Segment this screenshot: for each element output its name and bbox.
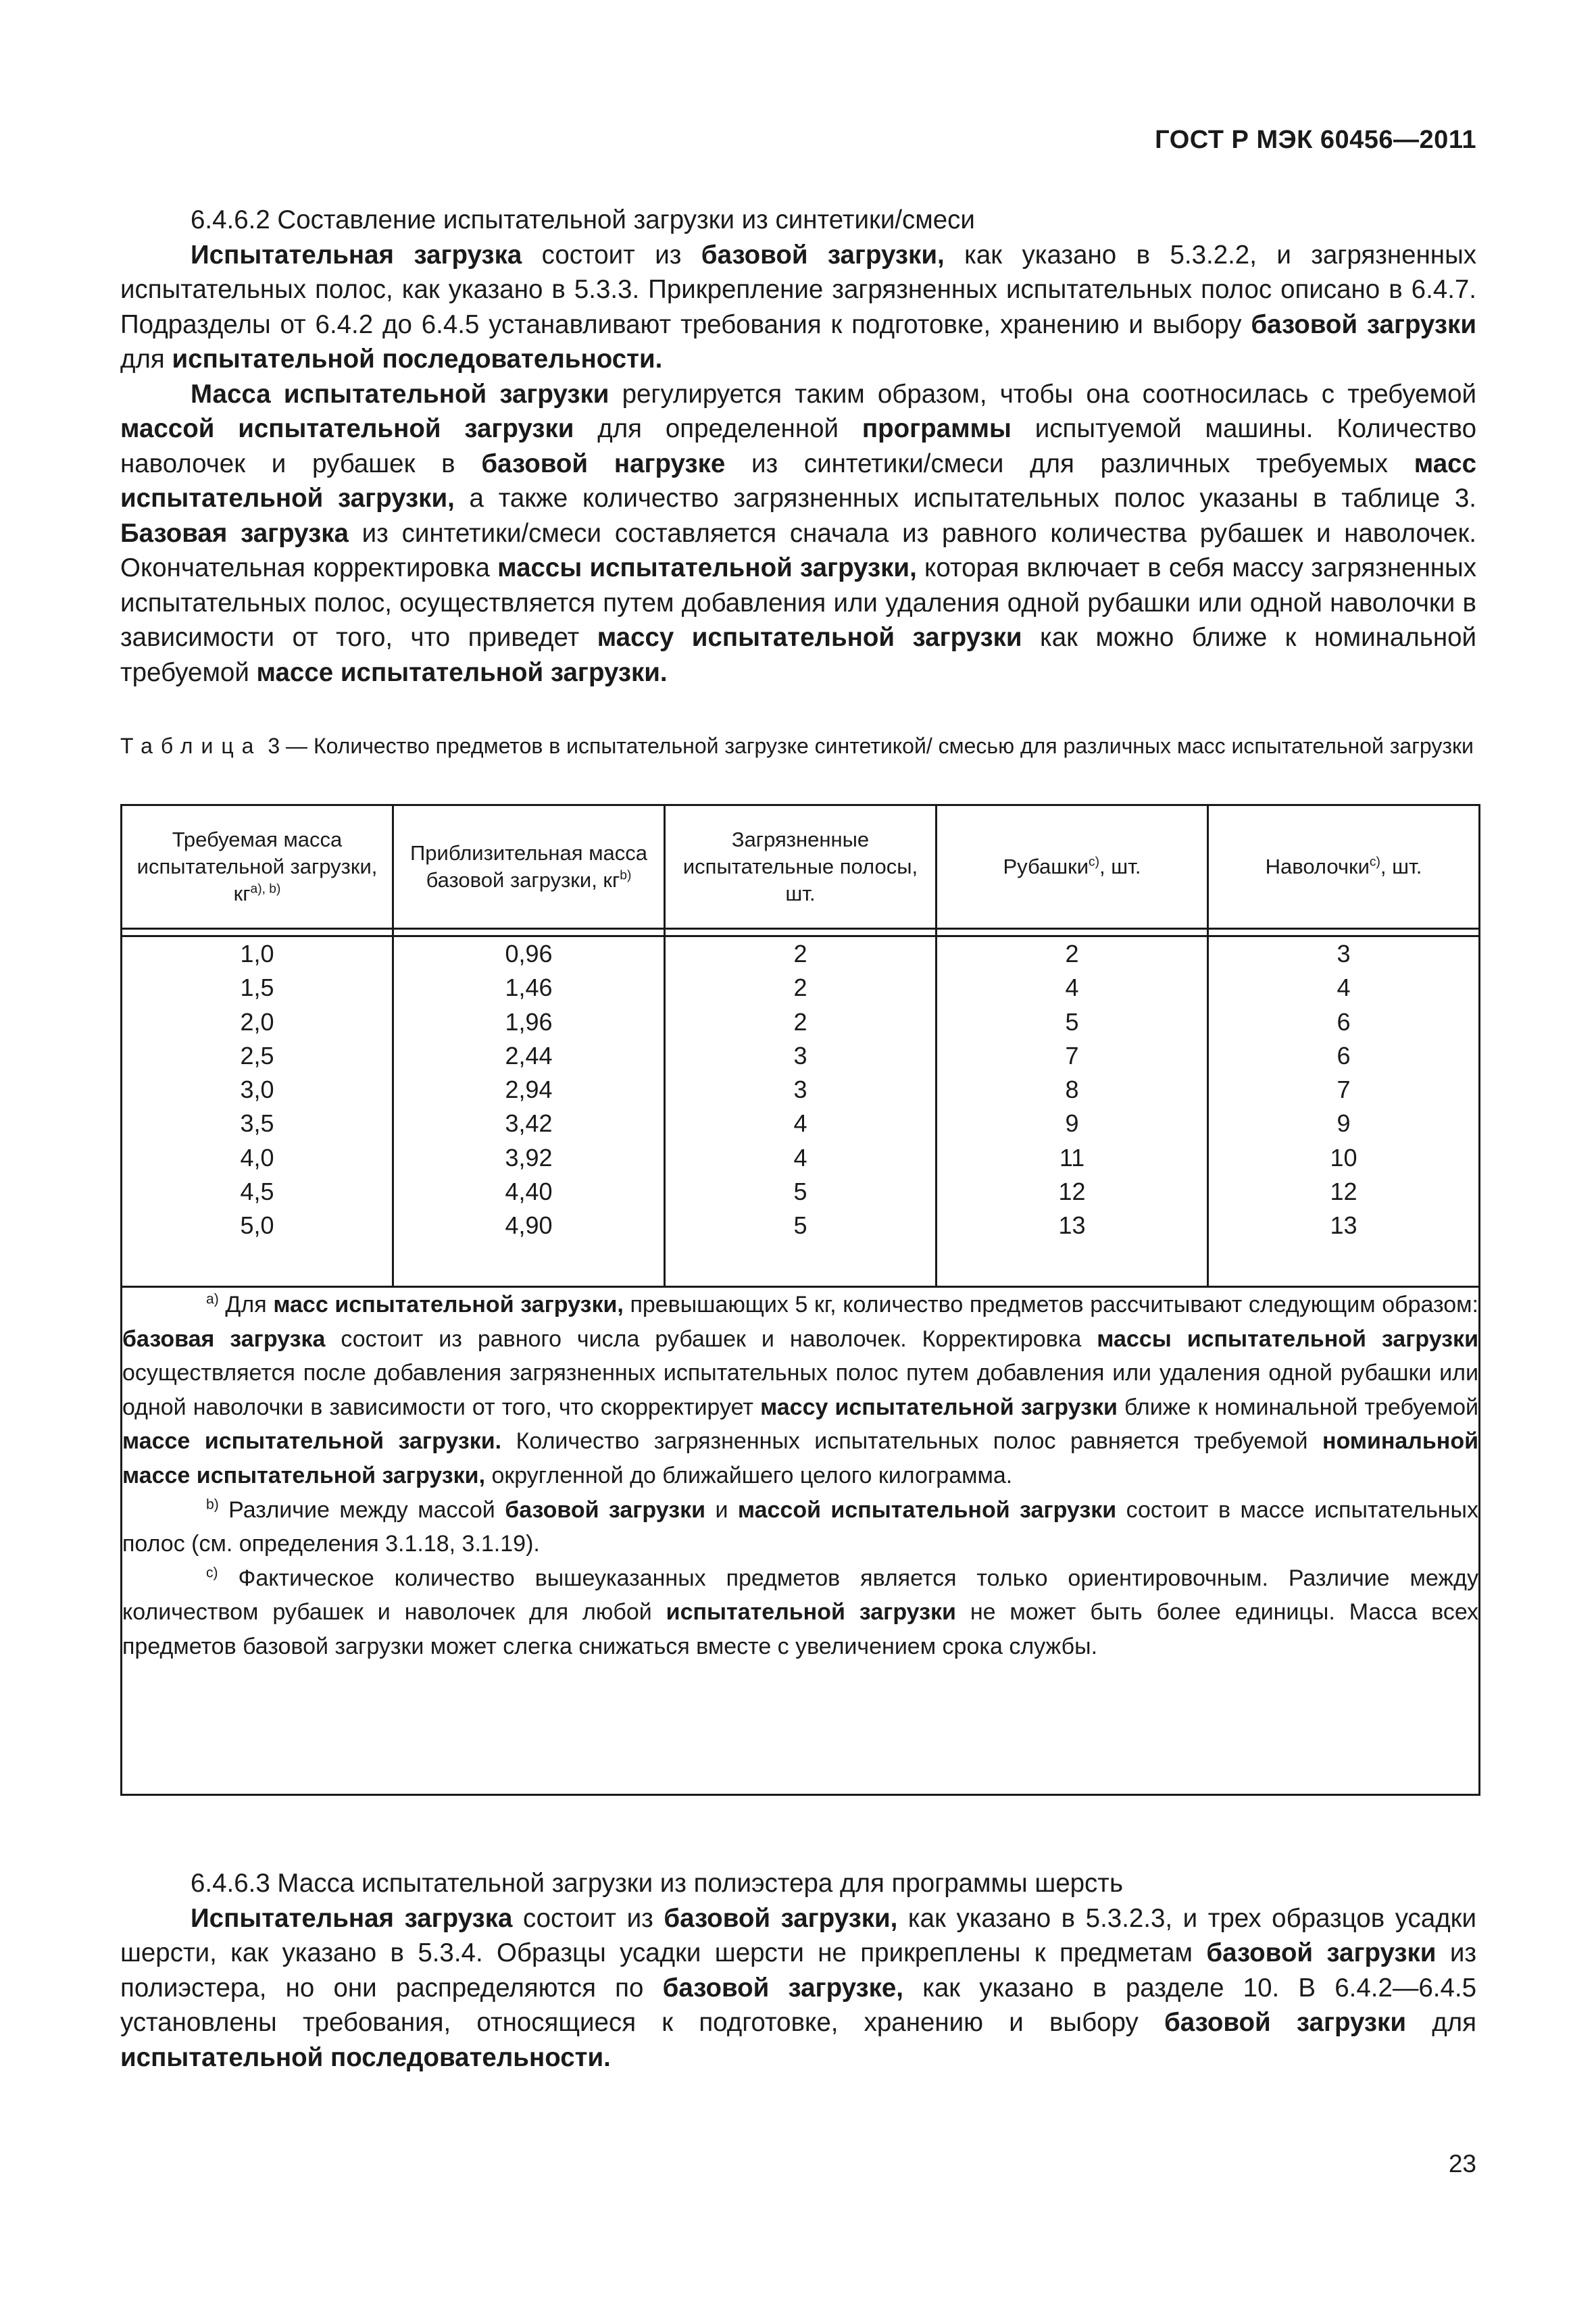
column-header-label: Рубашки: [1003, 855, 1089, 878]
text-run: для определенной: [574, 414, 862, 443]
table-cell: 2,5: [240, 1041, 274, 1070]
header-double-rule: [122, 929, 1480, 936]
table-cell: 4,0: [240, 1143, 274, 1172]
table-cell: 4: [1065, 974, 1079, 1002]
bold-term: базовой загрузки: [1164, 2008, 1406, 2037]
bold-term: масс испытательной загрузки,: [120, 449, 1476, 513]
table-body-row: [122, 936, 1480, 1287]
text-run: состоит из равного числа рубашек и наволочек. Корректировка: [325, 1326, 1097, 1352]
text-run: испытуемой машины. Количество наволочек и рубашек в: [120, 414, 1476, 478]
table-cell: 3: [1337, 940, 1351, 967]
table-cell: 1,0: [240, 940, 274, 967]
table-cell: 1,96: [505, 1007, 553, 1036]
text-run: из синтетики/смеси составляется сначала из равного количества рубашек и наволочек. Окончательная корректировка: [120, 518, 1476, 582]
column-values: [122, 936, 393, 1287]
bold-term: массе испытательной загрузки.: [256, 657, 668, 687]
table-cell: 5,0: [240, 1211, 274, 1240]
section-6-4-6-2: [120, 203, 1476, 690]
table-3: [120, 804, 1480, 1796]
table-cell: 9: [1337, 1109, 1351, 1138]
table-cell: 2: [793, 940, 807, 967]
table-cell: 3,5: [240, 1109, 274, 1138]
table-cell: 1,46: [505, 974, 553, 1002]
table-cell: 3: [793, 1076, 807, 1104]
bold-term: массу испытательной загрузки: [760, 1394, 1118, 1420]
footnote-ref: c): [1369, 855, 1380, 870]
table-cell: 5: [793, 1211, 807, 1240]
text-run: состоит в массе испытательных полос (см. определения 3.1.18, 3.1.19).: [122, 1496, 1478, 1557]
column-header: [1208, 805, 1480, 929]
table-cell: 7: [1065, 1041, 1079, 1070]
column-values: [393, 936, 665, 1287]
bold-term: испытательной последовательности.: [120, 2042, 611, 2072]
table-cell: 9: [1065, 1109, 1079, 1138]
table-notes-row: [122, 1287, 1480, 1795]
table-cell: 4,5: [240, 1178, 274, 1206]
table-header-row: [122, 805, 1480, 929]
bold-term: базовой загрузки,: [701, 240, 945, 270]
bold-term: Испытательная загрузка: [191, 240, 522, 270]
table-cell: 4: [1337, 974, 1351, 1002]
bold-term: базовая загрузка: [122, 1326, 326, 1352]
section-6-4-6-3: [120, 1866, 1476, 2075]
table-cell: 4: [793, 1143, 807, 1172]
table-cell: 2: [793, 974, 807, 1002]
bold-term: базовой загрузки: [1206, 1938, 1437, 1967]
table-cell: 12: [1330, 1178, 1357, 1206]
table-caption-text: 3 — Количество предметов в испытательной загрузке синтетикой/ смесью для различных масс испытательной загрузки: [261, 734, 1474, 758]
text-run: как указано в 5.3.2.3, и трех образцов усадки шерсти, как указано в 5.3.4. Образцы усадки шерсти не прикреплены к предметам: [120, 1903, 1477, 1967]
table-cell: 6: [1337, 1007, 1351, 1036]
text-run: состоит из: [522, 240, 701, 270]
text-run: Для: [218, 1292, 274, 1317]
table-cell: 10: [1330, 1143, 1357, 1172]
bold-term: массы испытательной загрузки,: [497, 553, 917, 582]
table-cell: 3,92: [505, 1143, 553, 1172]
column-header-label: Наволочки: [1265, 855, 1370, 878]
page-number: 23: [1448, 2150, 1476, 2178]
text-run: не может быть более единицы. Масса всех предметов базовой загрузки может слегка снижаться вместе с увеличением срока службы.: [122, 1599, 1478, 1659]
bold-term: Масса испытательной загрузки: [191, 379, 609, 409]
section-heading: 6.4.6.3 Масса испытательной загрузки из полиэстера для программы шерсть: [191, 1869, 1124, 1898]
table-cell: 11: [1059, 1143, 1085, 1172]
text-run: регулируется таким образом, чтобы она соотносилась с требуемой: [609, 379, 1476, 409]
column-header: [937, 805, 1208, 929]
footnote-ref: b): [620, 868, 632, 883]
table-cell: 4,40: [505, 1178, 553, 1206]
table-cell: 6: [1337, 1041, 1351, 1070]
table-cell: 4: [793, 1109, 807, 1138]
text-run: превышающих 5 кг, количество предметов рассчитывают следующим образом:: [623, 1292, 1478, 1317]
document-header: ГОСТ Р МЭК 60456—2011: [1155, 126, 1476, 154]
table-cell: 1,5: [240, 974, 274, 1002]
table-cell: 3: [793, 1041, 807, 1070]
table-cell: 5: [1065, 1007, 1079, 1036]
table-cell: 2,44: [505, 1041, 553, 1070]
table-cell: 2: [793, 1007, 807, 1036]
table-cell: 2,94: [505, 1076, 553, 1104]
table-cell: 13: [1330, 1211, 1357, 1240]
table-cell: 2,0: [240, 1007, 274, 1036]
column-header-label: Приблизительная масса базовой загрузки, кг: [410, 841, 647, 892]
text-run: как можно ближе к номинальной требуемой: [120, 623, 1476, 687]
footnote-marker: а): [206, 1291, 219, 1307]
footnote-marker: b): [206, 1496, 219, 1513]
bold-term: номинальной массе испытательной загрузки,: [122, 1428, 1478, 1488]
table-cell: 13: [1058, 1211, 1086, 1240]
bold-term: испытательной последовательности.: [172, 345, 663, 374]
table-cell: 7: [1337, 1076, 1351, 1104]
footnote-marker: c): [206, 1565, 218, 1581]
table-cell: 3,0: [240, 1076, 274, 1104]
footnote-ref: а), b): [250, 882, 281, 897]
bold-term: Базовая загрузка: [120, 518, 349, 548]
text-run: Количество загрязненных испытательных полос равняется требуемой: [501, 1428, 1322, 1455]
column-values: [665, 936, 937, 1287]
footnote: [122, 1493, 1478, 1561]
paragraph: [120, 377, 1476, 690]
column-header-label: Требуемая масса испытательной загрузки, кг: [136, 828, 378, 905]
bold-term: базовой загрузки,: [664, 1903, 898, 1933]
table-footnotes: [122, 1287, 1480, 1795]
bold-term: массой испытательной загрузки: [120, 414, 574, 443]
column-header: [393, 805, 665, 929]
table-caption-label: Таблица: [120, 734, 262, 758]
table-cell: 8: [1065, 1076, 1079, 1104]
text-run: и: [705, 1496, 738, 1523]
text-run: ближе к номинальной требуемой: [1117, 1394, 1478, 1420]
text-run: осуществляется после добавления загрязненных испытательных полос путем добавления или удаления одной рубашки или одной наволочки в зависимости от того, что скорректирует: [122, 1360, 1478, 1420]
text-run: округленной до ближайшего целого килограмма.: [485, 1462, 1013, 1488]
bold-term: массу испытательной загрузки: [597, 623, 1022, 652]
bold-term: базовой загрузки: [505, 1496, 706, 1523]
bold-term: массе испытательной загрузки.: [122, 1428, 502, 1455]
unit-suffix: , шт.: [1099, 855, 1141, 878]
text-run: из синтетики/смеси для различных требуемых: [725, 449, 1414, 478]
paragraph: [120, 1901, 1476, 2076]
text-run: состоит из: [512, 1903, 664, 1933]
bold-term: масс испытательной загрузки,: [273, 1292, 624, 1317]
column-values: [937, 936, 1208, 1287]
table-cell: 12: [1058, 1178, 1086, 1206]
table-cell: 4,90: [505, 1211, 553, 1240]
bold-term: базовой загрузке,: [662, 1973, 904, 2003]
bold-term: Испытательная загрузка: [191, 1903, 513, 1933]
text-run: Различие между массой: [218, 1496, 505, 1523]
text-run: из полиэстера, но они распределяются по: [120, 1938, 1476, 2003]
table-cell: 0,96: [505, 940, 553, 967]
bold-term: базовой нагрузке: [481, 449, 726, 478]
paragraph: [120, 238, 1476, 377]
footnote: [122, 1288, 1478, 1493]
text-run: для: [120, 345, 172, 374]
bold-term: программы: [862, 414, 1012, 443]
bold-term: массы испытательной загрузки: [1097, 1326, 1478, 1352]
table-cell: 5: [793, 1178, 807, 1206]
column-values: [1208, 936, 1480, 1287]
table-cell: 2: [1065, 940, 1079, 967]
text-run: как указано в разделе 10. В 6.4.2—6.4.5 установлены требования, относящиеся к подготовке, хранению и выбору: [120, 1973, 1477, 2037]
bold-term: массой испытательной загрузки: [737, 1496, 1117, 1523]
section-heading: 6.4.6.2 Составление испытательной загрузки из синтетики/смеси: [191, 205, 975, 234]
text-run: для: [1405, 2008, 1476, 2037]
column-header-label: Загрязненные испытательные полосы, шт.: [682, 828, 918, 905]
text-run: как указано в 5.3.2.2, и загрязненных испытательных полос, как указано в 5.3.3. Прикрепление загрязненных испытательных полос описано в 6.4.7. Подразделы от 6.4.2 до 6.4.5 устанавливают требования к подготовке, хранению и выбору: [120, 240, 1476, 339]
column-header: [122, 805, 393, 929]
footnote-ref: c): [1089, 855, 1100, 870]
text-run: а также количество загрязненных испытательных полос указаны в таблице 3.: [454, 484, 1476, 513]
text-run: которая включает в себя массу загрязненных испытательных полос, осуществляется путем добавления или удаления одной рубашки или одной наволочки в зависимости от того, что приведет: [120, 553, 1476, 652]
text-run: Фактическое количество вышеуказанных предметов является только ориентировочным. Различие между количеством рубашек и наволочек для любой: [122, 1565, 1478, 1626]
column-header: [665, 805, 937, 929]
table-caption: [120, 731, 1476, 761]
footnote: [122, 1561, 1478, 1664]
table-cell: 3,42: [505, 1109, 553, 1138]
bold-term: базовой загрузки: [1251, 309, 1476, 339]
bold-term: испытательной загрузки: [666, 1599, 956, 1626]
unit-suffix: , шт.: [1380, 855, 1422, 878]
